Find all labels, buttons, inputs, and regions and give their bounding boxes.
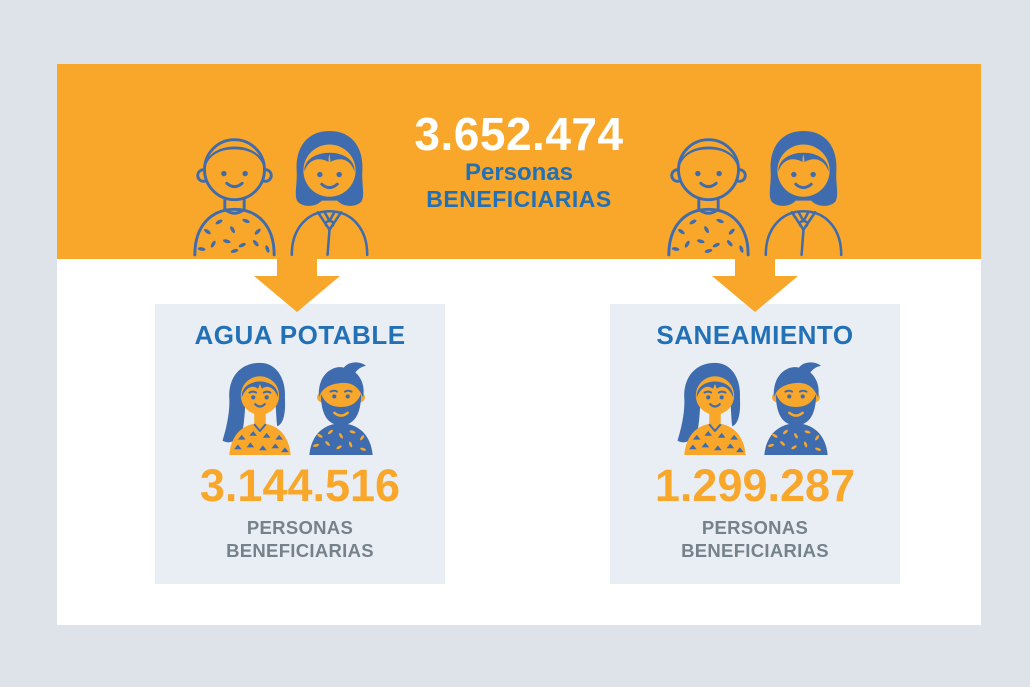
woman-icon: [285, 123, 374, 257]
stat-box-saneamiento: [610, 304, 900, 584]
bearded-man-icon: [302, 359, 380, 455]
total-beneficiaries-number: 3.652.474: [414, 108, 624, 161]
label-line2: BENEFICIARIAS: [681, 539, 829, 561]
stat-box-agua-potable: [155, 304, 445, 584]
agua-potable-value: 3.144.516: [199, 459, 401, 511]
label-line1: PERSONAS: [701, 516, 809, 538]
man-icon: [664, 123, 753, 257]
woman-icon: [759, 123, 848, 257]
header-people-left: [190, 123, 374, 257]
header-text-block: [384, 110, 654, 213]
down-arrow-icon: [254, 259, 340, 312]
label-line2: BENEFICIARIAS: [226, 539, 374, 561]
saneamiento-label: [681, 516, 829, 562]
agua-potable-people-icons: [220, 359, 380, 455]
saneamiento-value: 1.299.287: [654, 459, 856, 511]
saneamiento-title: SANEAMIENTO: [656, 320, 854, 350]
header-subtitle-line1: Personas: [464, 159, 574, 187]
woman-icon: [220, 359, 298, 455]
header-subtitle-line2: BENEFICIARIAS: [426, 186, 612, 213]
label-line1: PERSONAS: [246, 516, 354, 538]
agua-potable-title: AGUA POTABLE: [194, 320, 406, 350]
woman-icon: [675, 359, 753, 455]
man-icon: [190, 123, 279, 257]
down-arrow-icon: [712, 259, 798, 312]
main-panel: [57, 64, 981, 625]
header-banner: [57, 64, 981, 259]
bearded-man-icon: [757, 359, 835, 455]
agua-potable-label: [226, 516, 374, 562]
header-people-right: [664, 123, 848, 257]
saneamiento-people-icons: [675, 359, 835, 455]
